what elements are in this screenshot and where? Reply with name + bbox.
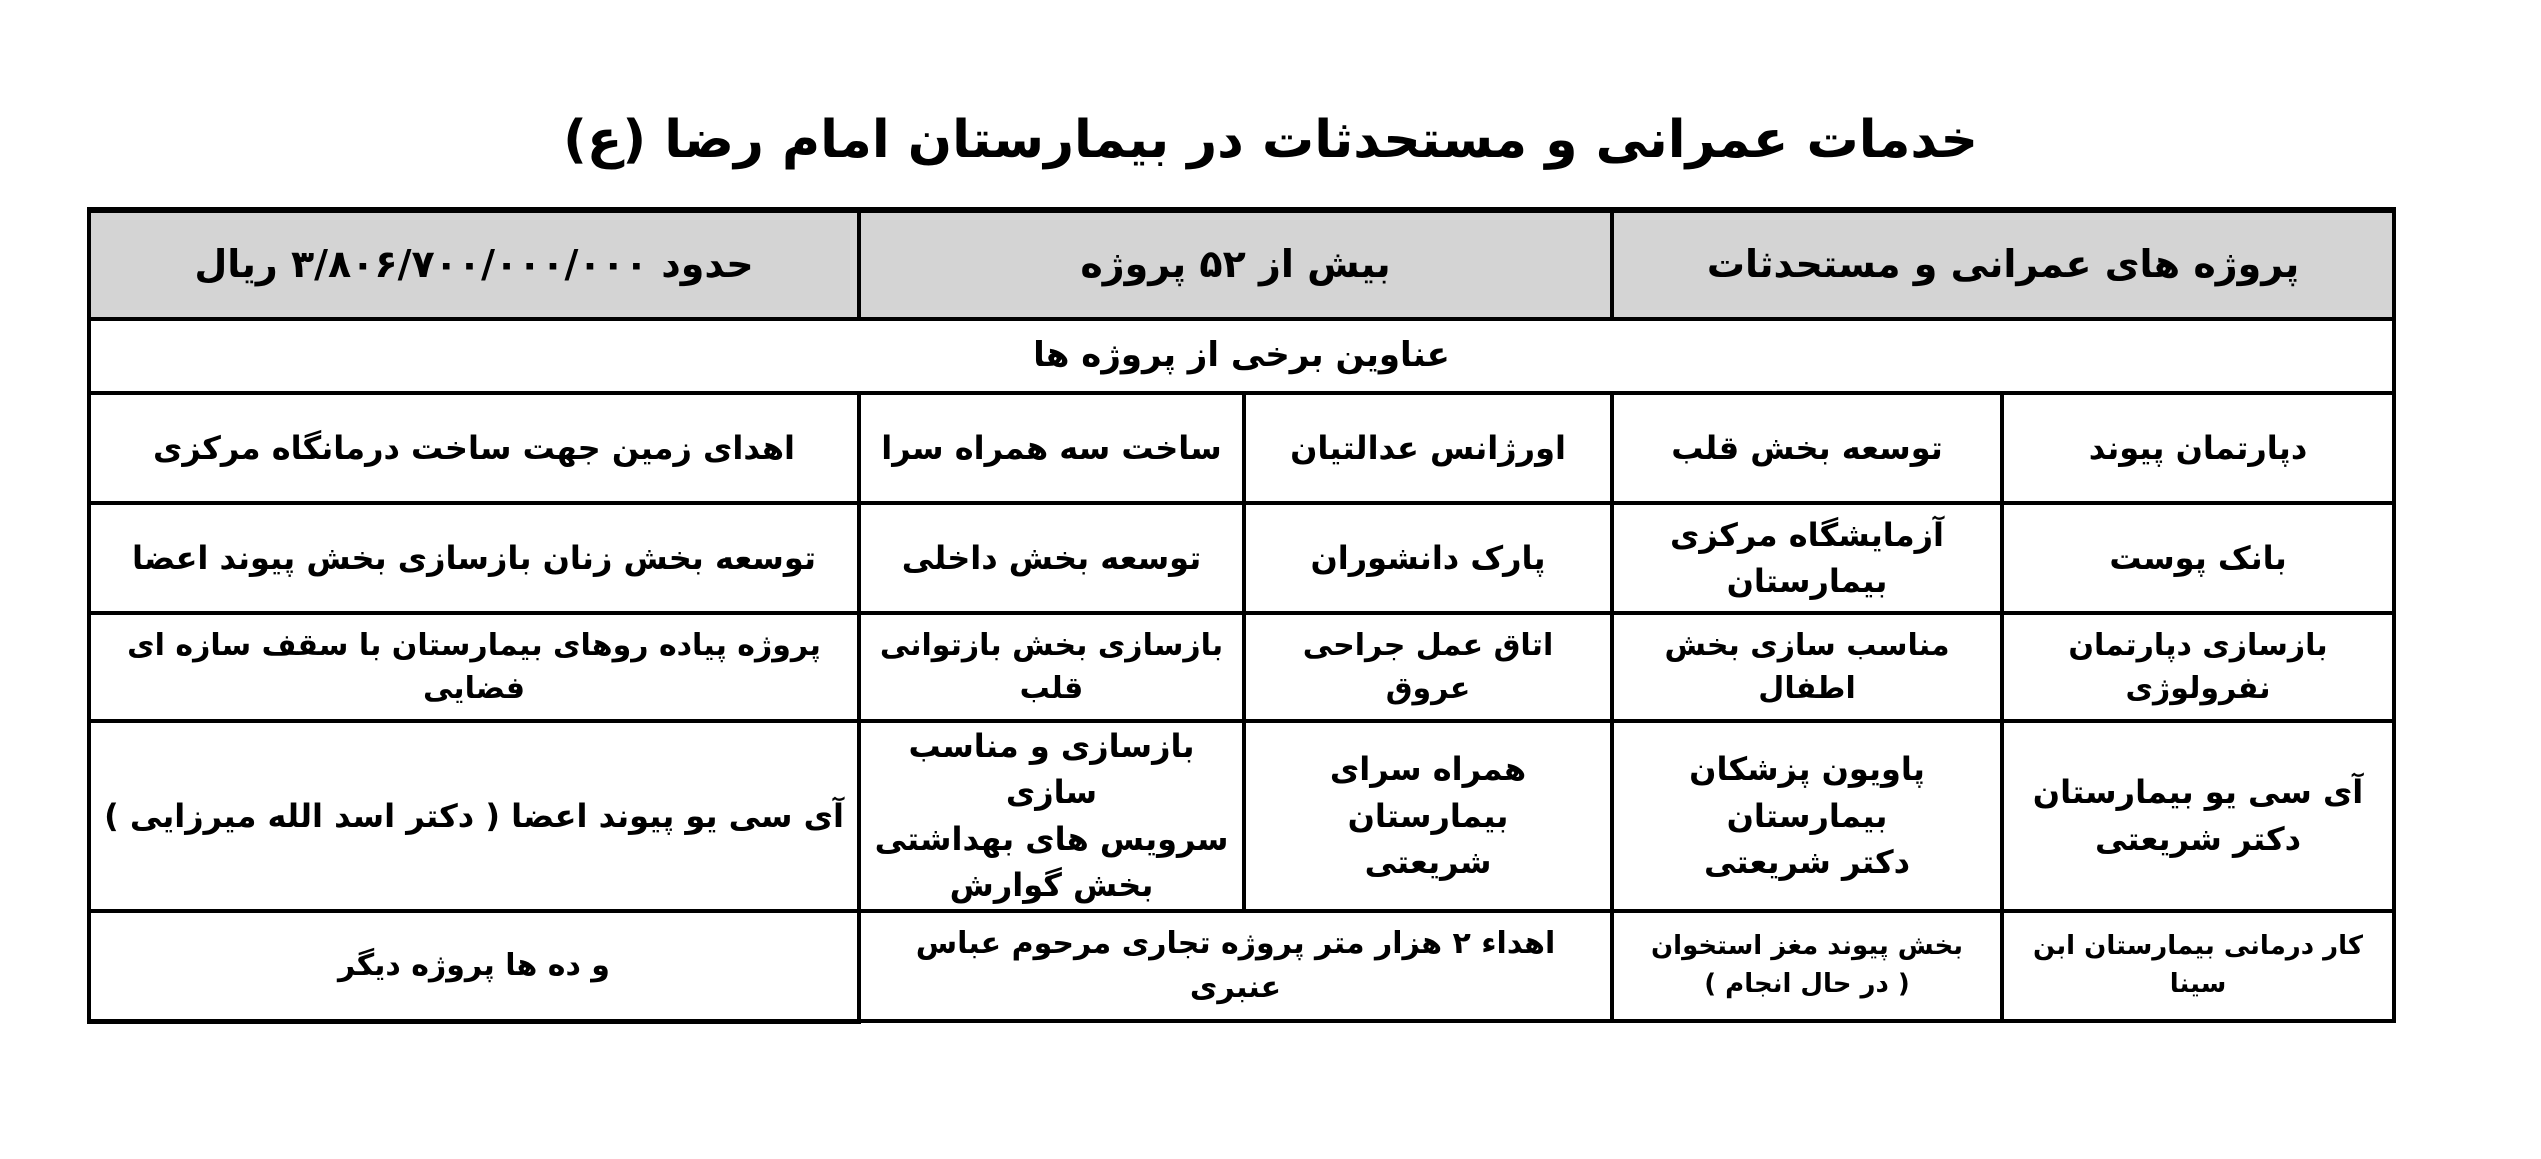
- project-line: آی سی یو بیمارستان: [2032, 773, 2364, 812]
- summary-label: پروژه های عمرانی و مستحدثات: [1612, 210, 2394, 319]
- project-cell: بانک پوست: [2002, 503, 2394, 613]
- project-line: دکتر شریعتی: [1704, 842, 1911, 881]
- project-cell: اورژانس عدالتیان: [1244, 393, 1612, 503]
- project-cell: توسعه بخش زنان بازسازی بخش پیوند اعضا: [89, 503, 859, 613]
- project-line: ( در حال انجام ): [1704, 968, 1910, 999]
- project-cell: [1244, 721, 1612, 911]
- project-cell: [859, 721, 1244, 911]
- project-cell: اهداء ۲ هزار متر پروژه تجاری مرحوم عباس عنبری: [859, 911, 1612, 1022]
- project-line: بخش گوارش: [949, 866, 1154, 905]
- project-line: سرویس های بهداشتی: [874, 819, 1229, 858]
- project-line: شریعتی: [1364, 842, 1492, 881]
- project-cell: توسعه بخش قلب: [1612, 393, 2002, 503]
- project-cell: بازسازی بخش بازتوانی قلب: [859, 613, 1244, 721]
- project-line: پاویون پزشکان بیمارستان: [1689, 750, 1925, 835]
- project-line: بازسازی و مناسب سازی: [908, 727, 1195, 812]
- project-cell: اهدای زمین جهت ساخت درمانگاه مرکزی: [89, 393, 859, 503]
- project-cell: بازسازی دپارتمان نفرولوژی: [2002, 613, 2394, 721]
- summary-amount: حدود ۳/۸۰۶/۷۰۰/۰۰۰/۰۰۰ ریال: [89, 210, 859, 319]
- table-row: [89, 393, 2394, 503]
- table-row: [89, 911, 2394, 1022]
- project-cell: آی سی یو پیوند اعضا ( دکتر اسد الله میرزایی ): [89, 721, 859, 911]
- project-cell: [1612, 911, 2002, 1022]
- project-cell: دپارتمان پیوند: [2002, 393, 2394, 503]
- project-line: همراه سرای بیمارستان: [1329, 750, 1527, 835]
- table-row: [89, 613, 2394, 721]
- project-cell: اتاق عمل جراحی عروق: [1244, 613, 1612, 721]
- section-title: عناوین برخی از پروژه ها: [89, 319, 2394, 393]
- project-cell: پروژه پیاده روهای بیمارستان با سقف سازه ای فضایی: [89, 613, 859, 721]
- projects-table: [87, 207, 2396, 1024]
- project-cell: [2002, 721, 2394, 911]
- summary-count: بیش از ۵۲ پروژه: [859, 210, 1612, 319]
- table-row: [89, 503, 2394, 613]
- project-cell: آزمایشگاه مرکزی بیمارستان: [1612, 503, 2002, 613]
- table-row: [89, 721, 2394, 911]
- summary-row: [89, 210, 2394, 319]
- project-line: بخش پیوند مغز استخوان: [1650, 931, 1964, 962]
- project-cell: و ده ها پروژه دیگر: [89, 911, 859, 1022]
- project-cell: مناسب سازی بخش اطفال: [1612, 613, 2002, 721]
- project-cell: توسعه بخش داخلی: [859, 503, 1244, 613]
- page-title: خدمات عمرانی و مستحدثات در بیمارستان امام رضا (ع): [563, 110, 1978, 170]
- project-line: دکتر شریعتی: [2095, 819, 2302, 858]
- project-cell: ساخت سه همراه سرا: [859, 393, 1244, 503]
- project-cell: [1612, 721, 2002, 911]
- project-cell: کار درمانی بیمارستان ابن سینا: [2002, 911, 2394, 1022]
- section-row: [89, 319, 2394, 393]
- project-cell: پارک دانشوران: [1244, 503, 1612, 613]
